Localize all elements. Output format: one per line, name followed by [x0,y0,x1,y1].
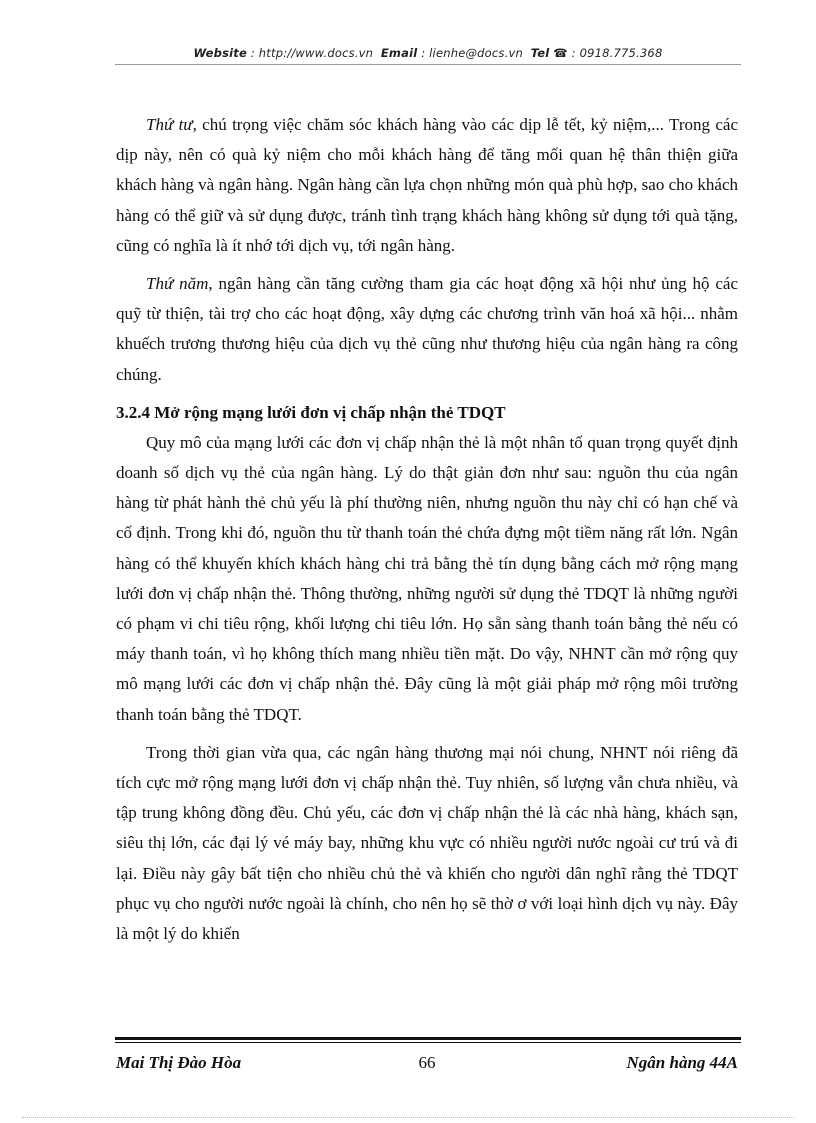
paragraph-trong-thoi-gian: Trong thời gian vừa qua, các ngân hàng thương mại nói chung, NHNT nói riêng đã tích cực mở rộng mạng lưới đơn vị chấp nhận thẻ. Tuy nhiên, số lượng vẫn chưa nhiều, và tập trung không đồng đều. Chủ yếu, các đơn vị chấp nhận thẻ là các nhà hàng, khách sạn, siêu thị lớn, các đại lý vé máy bay, những khu vực có nhiều người nước ngoài cư trú và đi lại. Điều này gây bất tiện cho nhiều chủ thẻ và khiến cho người dân nghĩ rằng thẻ TDQT phục vụ cho người nước ngoài là chính, cho nên họ sẽ thờ ơ với loại hình dịch vụ này. Đây là một lý do khiến [116,742,738,944]
paragraph-lead: Thứ năm [146,274,209,294]
website-label: Website [193,46,247,60]
page-header [115,46,741,60]
paragraph-text: , ngân hàng cần tăng cường tham gia các hoạt động xã hội như ủng hộ các quỹ từ thiện, tài trợ cho các hoạt động, xây dựng các chương trình văn hoá xã hội... nhằm khuếch trương thương hiệu của dịch vụ thẻ cũng như thương hiệu của ngân hàng ra công chúng. [116,274,738,384]
footer-divider-thin [115,1042,741,1043]
header-divider [115,64,741,65]
tel-label: Tel [530,46,550,60]
phone-icon: ☎ [553,46,568,60]
document-body [116,110,738,957]
email-label: Email [380,46,418,60]
paragraph-thu-tu [116,110,738,261]
website-value: : http://www.docs.vn [250,46,374,60]
paragraph-text: , chú trọng việc chăm sóc khách hàng vào các dịp lễ tết, kỷ niệm,... Trong các dịp này, nên có quà kỷ niệm cho mỗi khách hàng để tăng mối quan hệ thân thiện giữa khách hàng và ngân hàng. Ngân hàng cần lựa chọn những món quà phù hợp, sao cho khách hàng có thể giữ và sử dụng được, tránh tình trạng khách hàng không sử dụng tới quà tặng, cũng có nghĩa là ít nhớ tới dịch vụ, tới ngân hàng. [116,115,738,255]
footer-divider-thick [115,1037,741,1040]
tel-value: : 0918.775.368 [571,46,663,60]
paragraph-thu-nam [116,269,738,390]
paragraph-lead: Thứ tư [146,115,193,134]
page-number: 66 [418,1053,436,1072]
email-value: : lienhe@docs.vn [421,46,523,60]
page-edge [22,1117,794,1118]
section-heading: 3.2.4 Mở rộng mạng lưới đơn vị chấp nhận thẻ TDQT [116,402,506,422]
paragraph-quy-mo: Quy mô của mạng lưới các đơn vị chấp nhận thẻ là một nhân tố quan trọng quyết định doanh số dịch vụ thẻ của ngân hàng. Lý do thật giản đơn như sau: nguồn thu của ngân hàng từ phát hành thẻ chủ yếu là phí thường niên, nhưng nguồn thu này chỉ có hạn chế và cố định. Trong khi đó, nguồn thu từ thanh toán thẻ chứa đựng một tiềm năng rất lớn. Ngân hàng có thể khuyến khích khách hàng chi trả bằng thẻ tín dụng bằng cách mở rộng mạng lưới đơn vị chấp nhận thẻ. Thông thường, những người sử dụng thẻ TDQT là những người có phạm vi chi tiêu rộng, khối lượng chi tiêu lớn. Họ sẵn sàng thanh toán bằng thẻ nếu có máy thanh toán, vì họ không thích mang nhiều tiền mặt. Do vậy, NHNT cần mở rộng quy mô mạng lưới các đơn vị chấp nhận thẻ. Đây cũng là một giải pháp mở rộng môi trường thanh toán bằng thẻ TDQT. [116,432,738,724]
footer-class: Ngân hàng 44A [626,1053,738,1072]
footer-author: Mai Thị Đào Hòa [116,1053,242,1072]
page-footer [116,1053,738,1077]
